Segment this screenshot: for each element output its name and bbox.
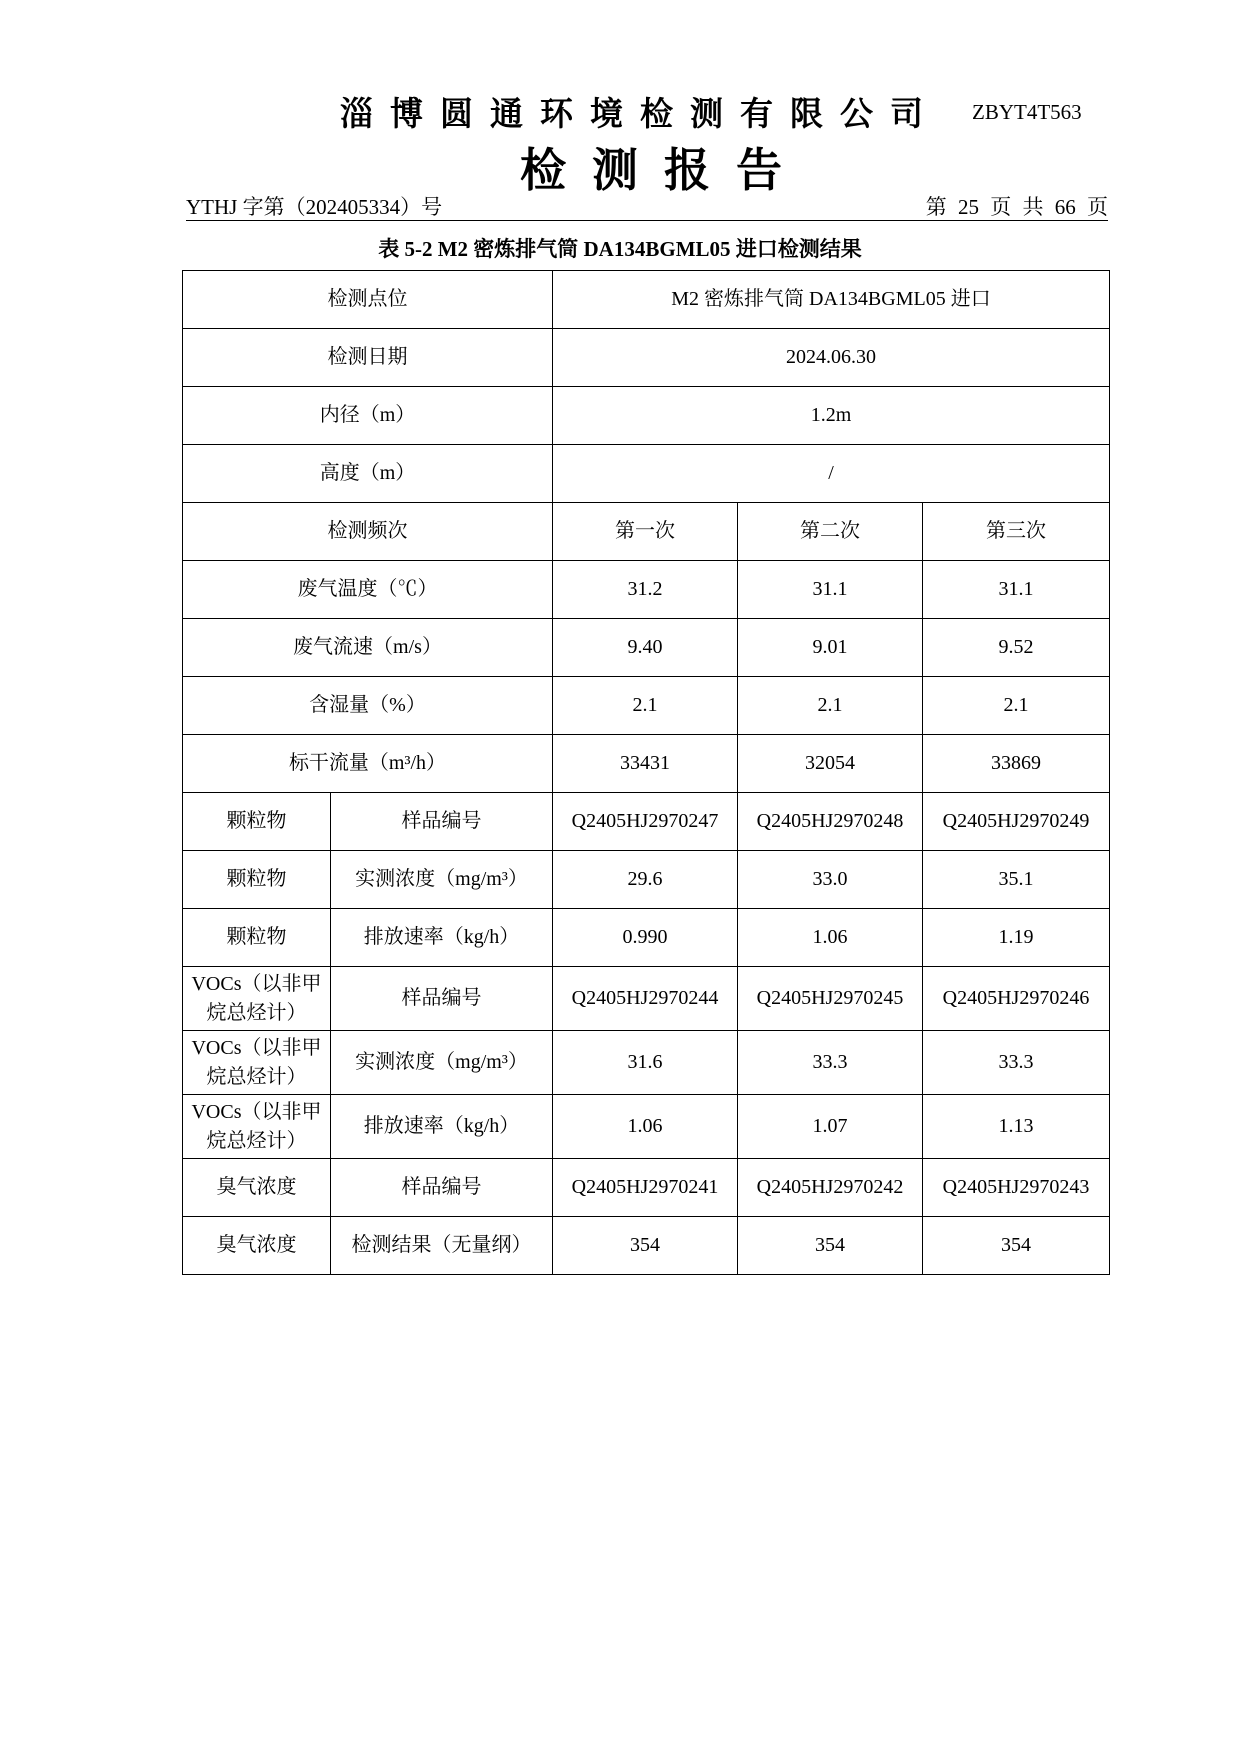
info-row — [183, 387, 1110, 445]
pollutant-item: 排放速率（kg/h） — [331, 909, 553, 967]
pollutant-value: Q2405HJ2970248 — [738, 793, 923, 851]
pollutant-row — [183, 793, 1110, 851]
pollutant-name: 颗粒物 — [183, 909, 331, 967]
pollutant-item: 实测浓度（mg/m³） — [331, 851, 553, 909]
results-table — [182, 270, 1110, 1275]
pollutant-value: 1.13 — [923, 1095, 1110, 1159]
info-value: / — [553, 445, 1110, 503]
pollutant-value: 33.3 — [738, 1031, 923, 1095]
parameter-row — [183, 677, 1110, 735]
parameter-value: 33431 — [553, 735, 738, 793]
info-label: 检测日期 — [183, 329, 553, 387]
pollutant-name: VOCs（以非甲烷总烃计） — [183, 967, 331, 1031]
frequency-row — [183, 503, 1110, 561]
pollutant-item: 排放速率（kg/h） — [331, 1095, 553, 1159]
pollutant-value: 1.07 — [738, 1095, 923, 1159]
pollutant-name: 臭气浓度 — [183, 1217, 331, 1275]
parameter-value: 9.01 — [738, 619, 923, 677]
info-label: 内径（m） — [183, 387, 553, 445]
info-row — [183, 445, 1110, 503]
pollutant-row — [183, 1217, 1110, 1275]
pollutant-value: 29.6 — [553, 851, 738, 909]
info-value: 1.2m — [553, 387, 1110, 445]
parameter-value: 31.2 — [553, 561, 738, 619]
parameter-label: 废气温度（℃） — [183, 561, 553, 619]
pollutant-value: 354 — [738, 1217, 923, 1275]
pollutant-value: Q2405HJ2970245 — [738, 967, 923, 1031]
frequency-label: 检测频次 — [183, 503, 553, 561]
parameter-value: 9.52 — [923, 619, 1110, 677]
pollutant-value: Q2405HJ2970247 — [553, 793, 738, 851]
pollutant-value: Q2405HJ2970241 — [553, 1159, 738, 1217]
info-row — [183, 329, 1110, 387]
pollutant-value: Q2405HJ2970242 — [738, 1159, 923, 1217]
pollutant-value: 33.3 — [923, 1031, 1110, 1095]
pollutant-value: Q2405HJ2970243 — [923, 1159, 1110, 1217]
info-label: 检测点位 — [183, 271, 553, 329]
parameter-row — [183, 619, 1110, 677]
parameter-value: 9.40 — [553, 619, 738, 677]
pollutant-value: 35.1 — [923, 851, 1110, 909]
parameter-value: 2.1 — [738, 677, 923, 735]
report-reference-number: YTHJ 字第（202405334）号 — [186, 195, 443, 219]
parameter-value: 2.1 — [923, 677, 1110, 735]
pollutant-value: 1.19 — [923, 909, 1110, 967]
pollutant-value: Q2405HJ2970246 — [923, 967, 1110, 1031]
info-row — [183, 271, 1110, 329]
parameter-label: 含湿量（%） — [183, 677, 553, 735]
pollutant-row — [183, 1095, 1110, 1159]
info-value: M2 密炼排气筒 DA134BGML05 进口 — [553, 271, 1110, 329]
parameter-value: 2.1 — [553, 677, 738, 735]
parameter-label: 标干流量（m³/h） — [183, 735, 553, 793]
parameter-row — [183, 735, 1110, 793]
pollutant-name: VOCs（以非甲烷总烃计） — [183, 1095, 331, 1159]
pollutant-value: 31.6 — [553, 1031, 738, 1095]
parameter-value: 33869 — [923, 735, 1110, 793]
pollutant-row — [183, 967, 1110, 1031]
parameter-row — [183, 561, 1110, 619]
pollutant-value: 33.0 — [738, 851, 923, 909]
pollutant-item: 检测结果（无量纲） — [331, 1217, 553, 1275]
pollutant-value: Q2405HJ2970244 — [553, 967, 738, 1031]
pollutant-item: 实测浓度（mg/m³） — [331, 1031, 553, 1095]
pollutant-value: 1.06 — [553, 1095, 738, 1159]
pollutant-item: 样品编号 — [331, 1159, 553, 1217]
page-number: 第 25 页 共 66 页 — [925, 195, 1108, 219]
pollutant-row — [183, 1031, 1110, 1095]
pollutant-value: 1.06 — [738, 909, 923, 967]
company-name: 淄博圆通环境检测有限公司 — [340, 94, 940, 133]
parameter-label: 废气流速（m/s） — [183, 619, 553, 677]
parameter-value: 31.1 — [738, 561, 923, 619]
frequency-cell: 第一次 — [553, 503, 738, 561]
pollutant-item: 样品编号 — [331, 793, 553, 851]
pollutant-value: 354 — [553, 1217, 738, 1275]
pollutant-value: 354 — [923, 1217, 1110, 1275]
pollutant-name: 臭气浓度 — [183, 1159, 331, 1217]
pollutant-row — [183, 851, 1110, 909]
frequency-cell: 第三次 — [923, 503, 1110, 561]
pollutant-row — [183, 909, 1110, 967]
report-title: 检测报告 — [520, 143, 808, 197]
header-divider — [186, 220, 1108, 221]
pollutant-name: 颗粒物 — [183, 793, 331, 851]
info-value: 2024.06.30 — [553, 329, 1110, 387]
pollutant-row — [183, 1159, 1110, 1217]
parameter-value: 31.1 — [923, 561, 1110, 619]
pollutant-value: Q2405HJ2970249 — [923, 793, 1110, 851]
info-label: 高度（m） — [183, 445, 553, 503]
parameter-value: 32054 — [738, 735, 923, 793]
table-caption: 表 5-2 M2 密炼排气筒 DA134BGML05 进口检测结果 — [378, 237, 862, 261]
frequency-cell: 第二次 — [738, 503, 923, 561]
pollutant-value: 0.990 — [553, 909, 738, 967]
pollutant-name: VOCs（以非甲烷总烃计） — [183, 1031, 331, 1095]
document-code: ZBYT4T563 — [972, 100, 1082, 124]
pollutant-item: 样品编号 — [331, 967, 553, 1031]
pollutant-name: 颗粒物 — [183, 851, 331, 909]
